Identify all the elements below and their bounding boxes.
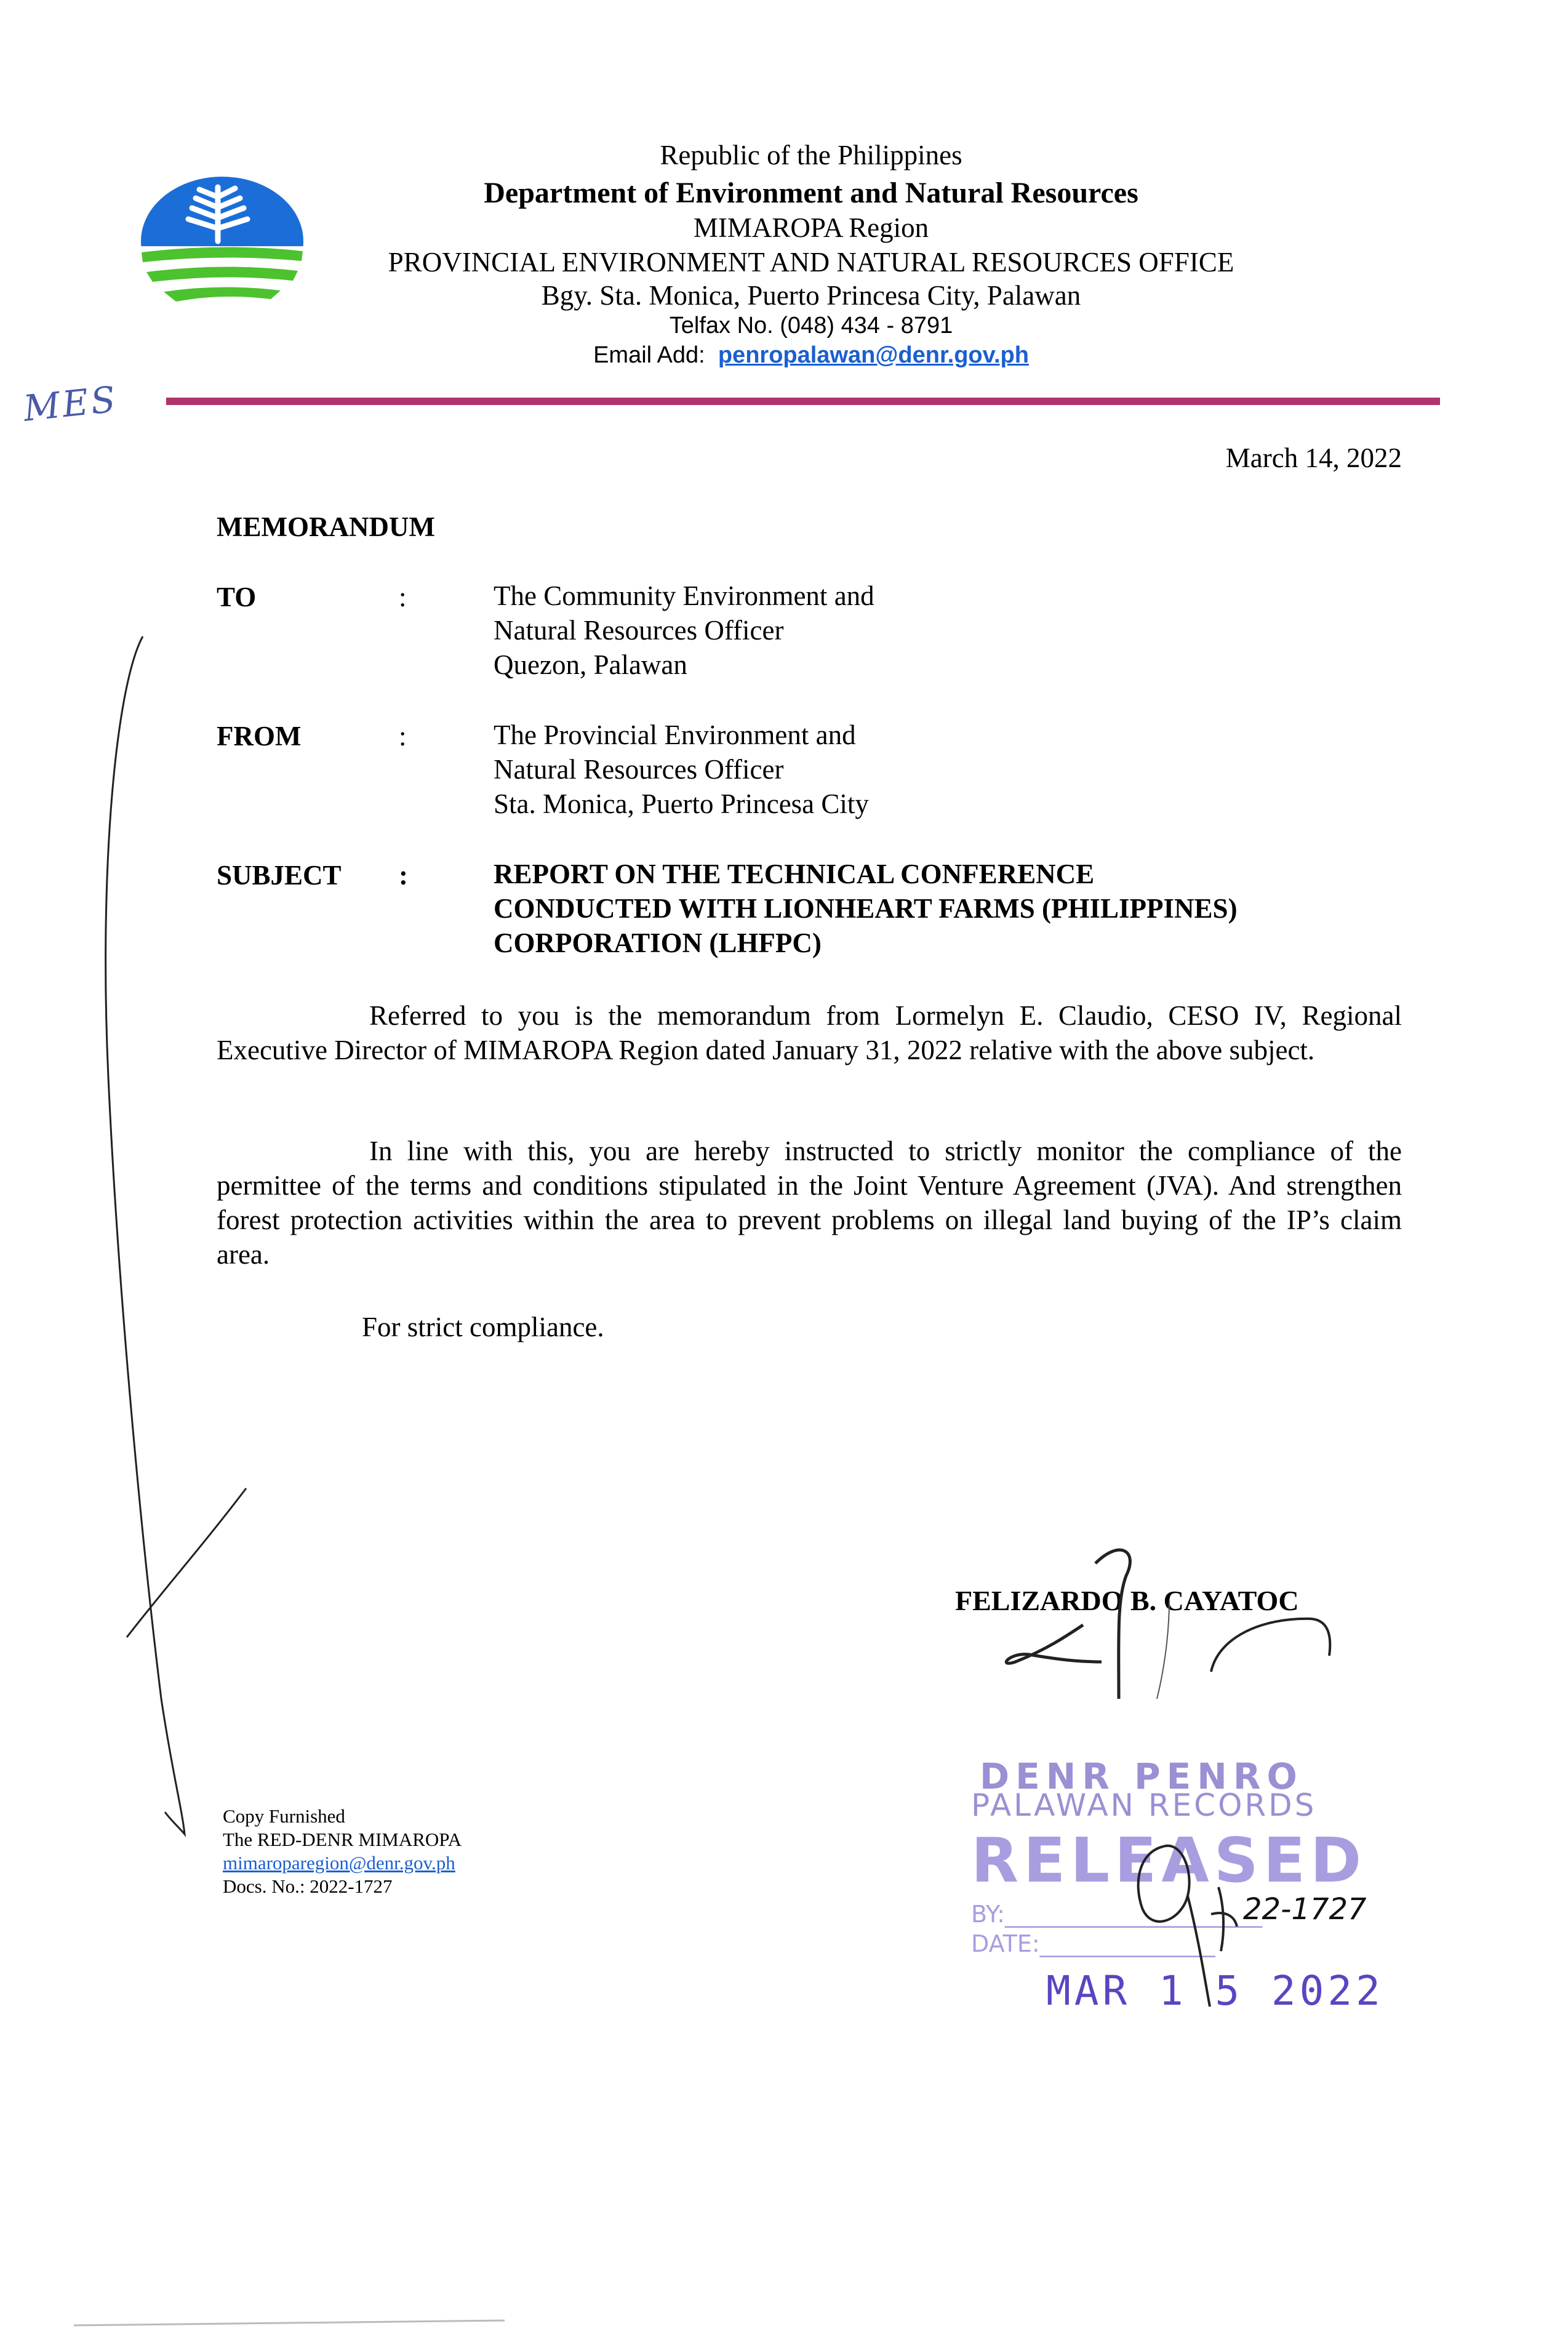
stamp-date: MAR 1 5 2022 xyxy=(1046,1967,1384,2015)
signatory-name: FELIZARDO B. CAYATOC xyxy=(955,1585,1299,1616)
docs-number: Docs. No.: 2022-1727 xyxy=(223,1875,393,1897)
copy-furnished-heading: Copy Furnished xyxy=(223,1805,345,1827)
subject-text xyxy=(494,857,1238,960)
subject-line: CORPORATION (LHFPC) xyxy=(494,928,822,958)
letterhead-telfax: Telfax No. (048) 434 - 8791 xyxy=(669,313,953,339)
to-colon: : xyxy=(399,582,407,612)
to-line: Natural Resources Officer xyxy=(494,615,784,646)
memo-date: March 14, 2022 xyxy=(1225,443,1402,473)
from-colon: : xyxy=(399,721,407,752)
letterhead-department: Department of Environment and Natural Resources xyxy=(484,177,1138,209)
email-label: Email Add: xyxy=(593,342,705,368)
subject-line: CONDUCTED WITH LIONHEART FARMS (PHILIPPINES) xyxy=(494,893,1238,924)
to-label: TO xyxy=(217,582,257,612)
to-recipient xyxy=(494,579,874,682)
letterhead-republic: Republic of the Philippines xyxy=(660,140,962,170)
signature-stroke xyxy=(1006,1625,1102,1663)
letterhead-email-line xyxy=(27,342,1568,369)
from-label: FROM xyxy=(217,721,302,752)
signature-stroke xyxy=(1211,1619,1330,1672)
body-paragraph: In line with this, you are hereby instructed to strictly monitor the compliance of the permittee of the terms and conditions stipulated in the Joint Venture Agreement (JVA). And strengthen forest protection activities within the area to prevent problems on illegal land buying of the IP’s claim area. xyxy=(217,1136,1402,1270)
subject-colon: : xyxy=(399,860,408,891)
subject-label: SUBJECT xyxy=(217,860,342,891)
stamp-office: DENR PENRO xyxy=(980,1755,1303,1797)
stamp-handwritten-number: 22-1727 xyxy=(1243,1892,1367,1927)
stamp-date-caption: DATE: xyxy=(971,1930,1040,1957)
stamp-status: RELEASED xyxy=(971,1824,1367,1896)
stamp-by-label: BY:______________________ xyxy=(971,1901,1262,1928)
from-line: The Provincial Environment and xyxy=(494,720,856,750)
signature-stroke xyxy=(1095,1550,1130,1699)
header-rule xyxy=(166,398,1440,405)
copy-furnished-email-link[interactable]: mimaroparegion@denr.gov.ph xyxy=(223,1852,455,1874)
margin-bracket-stroke xyxy=(106,636,185,1834)
stamp-by: BY: xyxy=(971,1901,1005,1928)
diagonal-pen-stroke xyxy=(127,1488,246,1637)
body-paragraph: Referred to you is the memorandum from Lormelyn E. Claudio, CESO IV, Regional Executive Director of MIMAROPA Region dated January 31, 2022 relative with the above subject. xyxy=(217,1000,1402,1065)
from-line: Sta. Monica, Puerto Princesa City xyxy=(494,788,869,819)
copy-furnished xyxy=(223,1805,462,1898)
from-line: Natural Resources Officer xyxy=(494,754,784,785)
stamp-date-label: DATE:_______________ xyxy=(971,1930,1215,1957)
scan-edge-mark xyxy=(74,2320,505,2325)
to-line: The Community Environment and xyxy=(494,580,874,611)
letterhead-office: PROVINCIAL ENVIRONMENT AND NATURAL RESOURCES OFFICE xyxy=(388,247,1234,278)
released-stamp xyxy=(966,1750,1397,2046)
to-line: Quezon, Palawan xyxy=(494,649,687,680)
body-paragraph-closing: For strict compliance. xyxy=(362,1312,604,1342)
stamp-records: PALAWAN RECORDS xyxy=(971,1787,1317,1823)
memo-heading: MEMORANDUM xyxy=(217,511,435,542)
letterhead-email-link[interactable]: penropalawan@denr.gov.ph xyxy=(718,342,1029,368)
from-sender xyxy=(494,718,869,821)
subject-line: REPORT ON THE TECHNICAL CONFERENCE xyxy=(494,859,1095,889)
margin-note: MES xyxy=(21,378,120,430)
letterhead-address: Bgy. Sta. Monica, Puerto Princesa City, Palawan xyxy=(541,280,1081,311)
copy-furnished-recipient: The RED-DENR MIMAROPA xyxy=(223,1829,462,1850)
letterhead-region: MIMAROPA Region xyxy=(693,212,929,243)
